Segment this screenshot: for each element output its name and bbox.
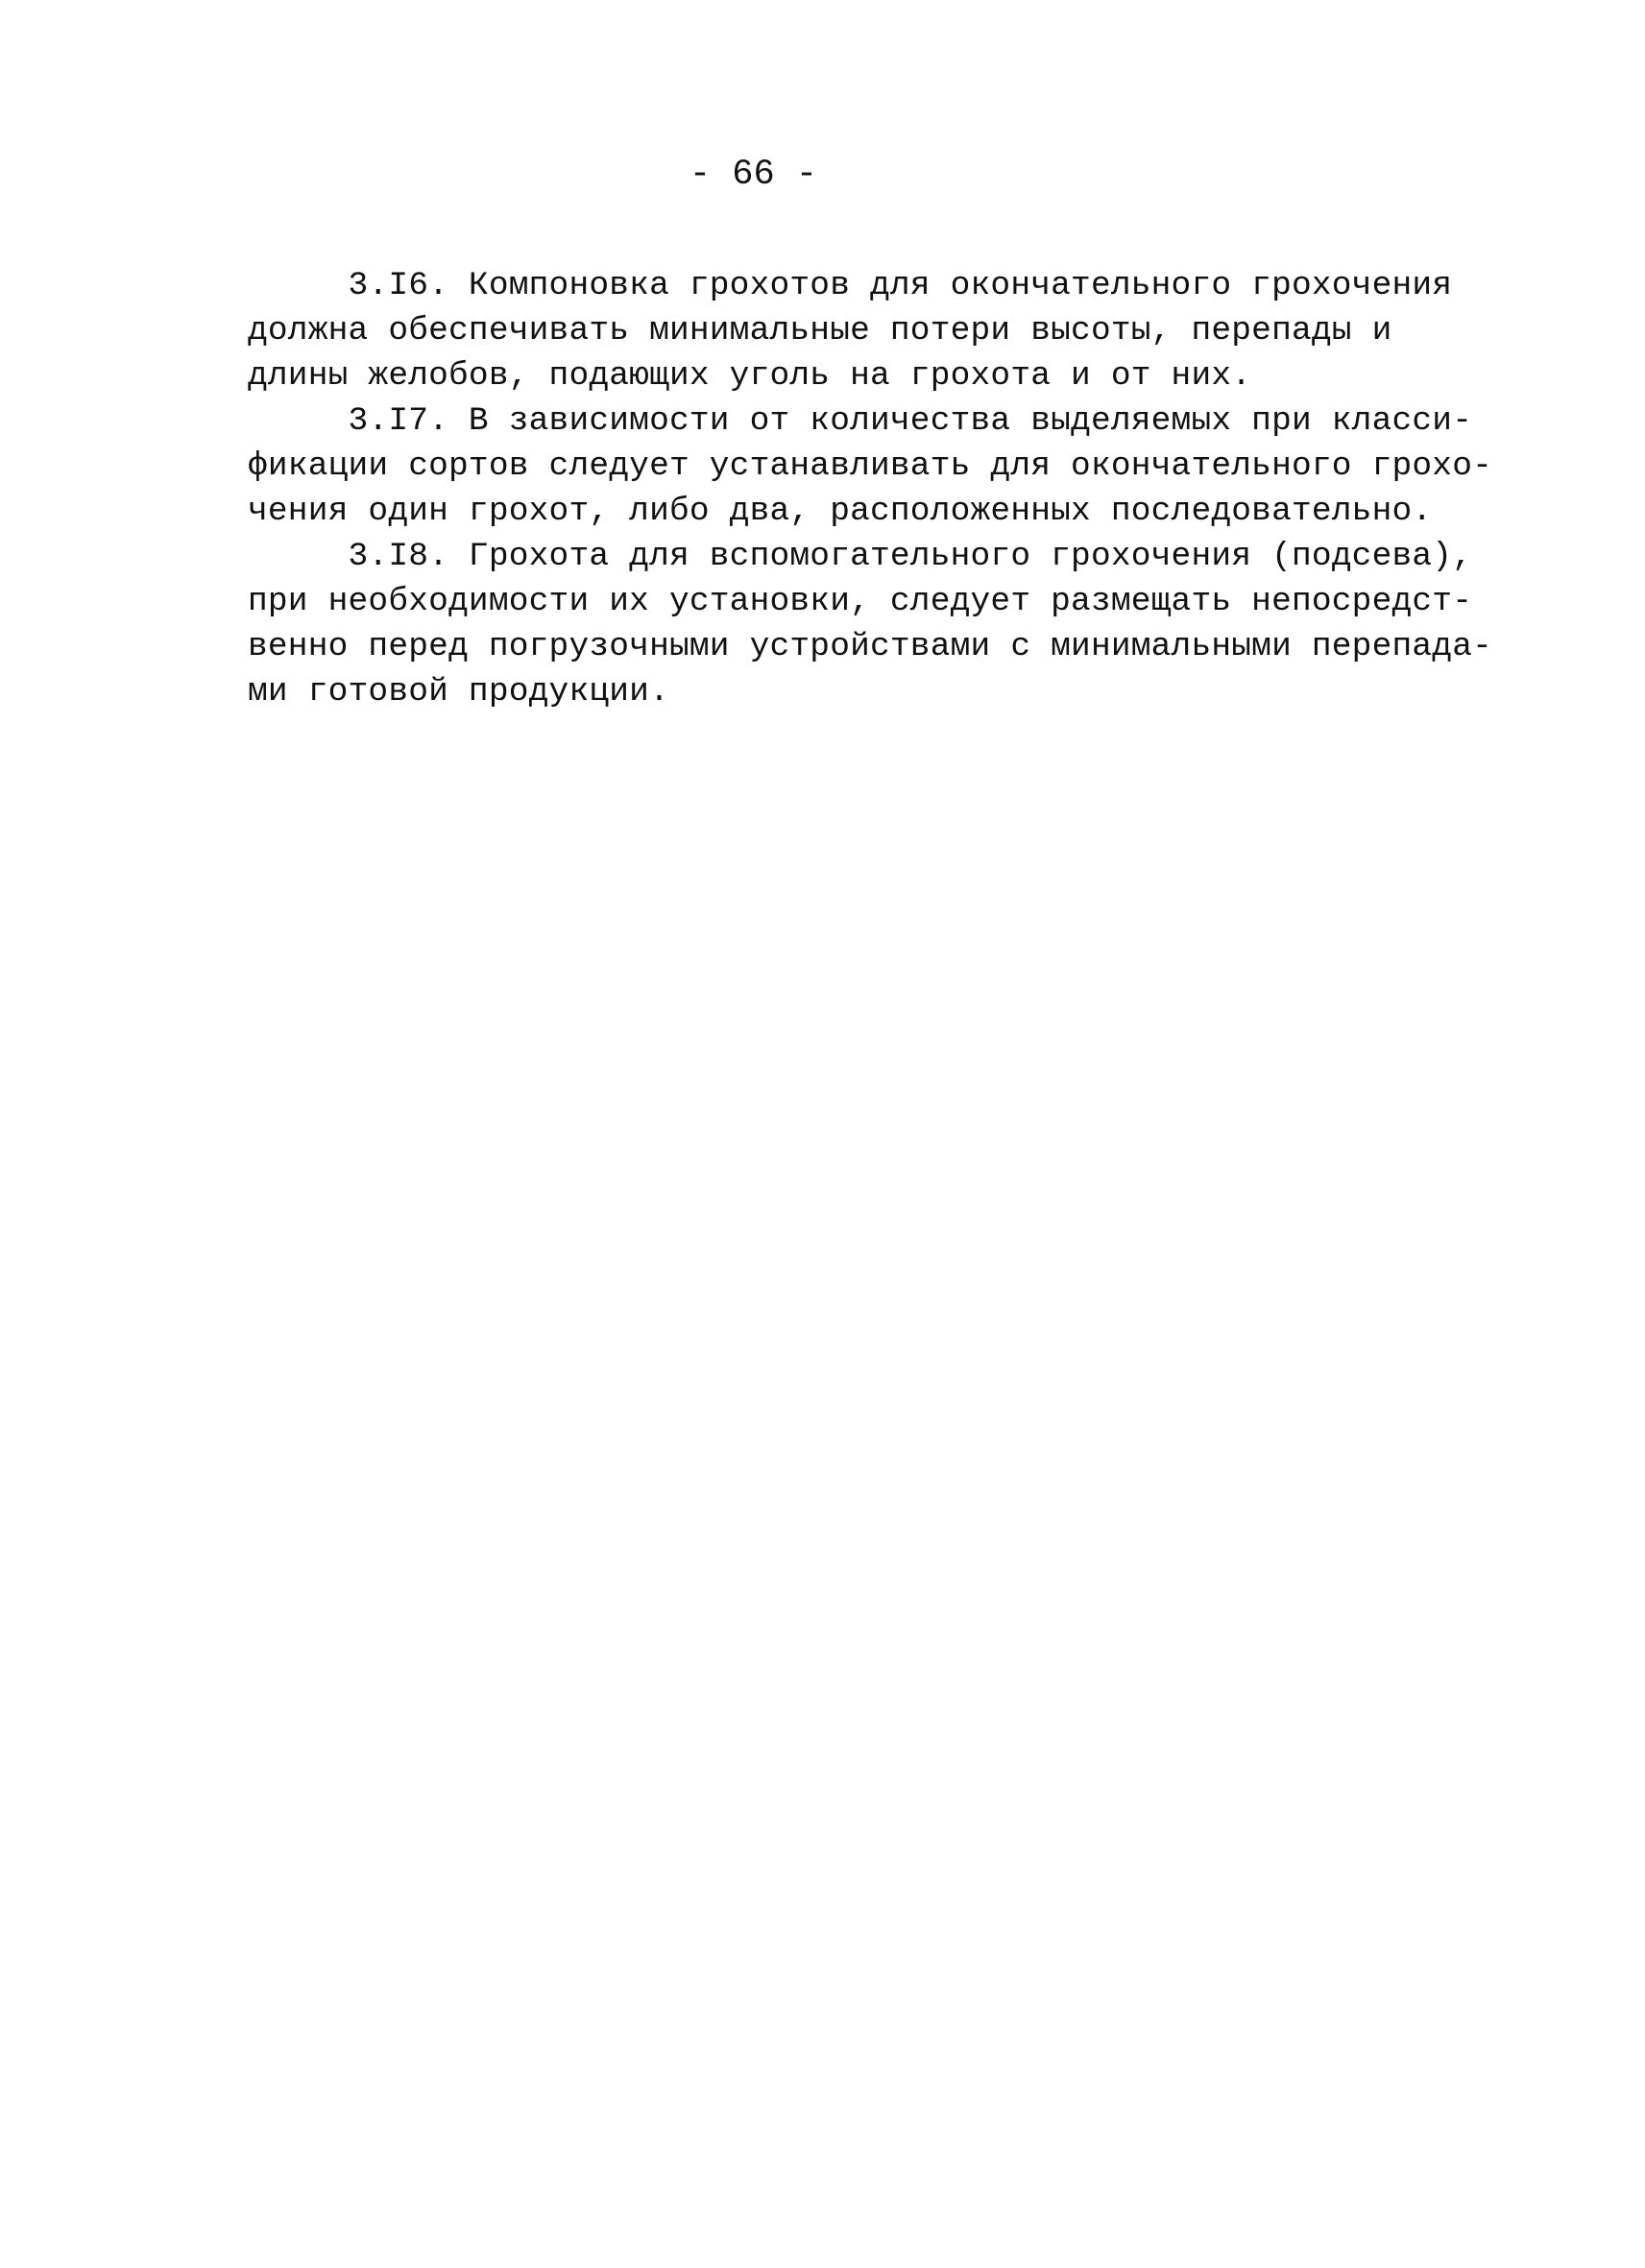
text-line: 3.I7. В зависимости от количества выделяемых при класси- [248,402,1473,440]
text-line: 3.I8. Грохота для вспомогательного грохочения (подсева), [248,538,1473,575]
text-line: фикации сортов следует устанавливать для окончательного грохо- [248,447,1493,485]
text-line: ми готовой продукции. [248,673,669,711]
text-line: чения один грохот, либо два, расположенных последовательно. [248,493,1433,530]
paragraph-3-16 [248,263,1453,398]
text-line: должна обеспечивать минимальные потери высоты, перепады и [248,312,1392,350]
document-body [248,263,1493,714]
paragraph-3-17 [248,398,1493,534]
text-line: 3.I6. Компоновка грохотов для окончательного грохочения [248,267,1453,304]
text-line: длины желобов, подающих уголь на грохота и от них. [248,357,1252,395]
text-line: венно перед погрузочными устройствами с минимальными перепада- [248,628,1493,665]
paragraph-3-18 [248,534,1493,714]
page-number: - 66 - [689,155,818,195]
text-line: при необходимости их установки, следует размещать непосредст- [248,583,1473,620]
